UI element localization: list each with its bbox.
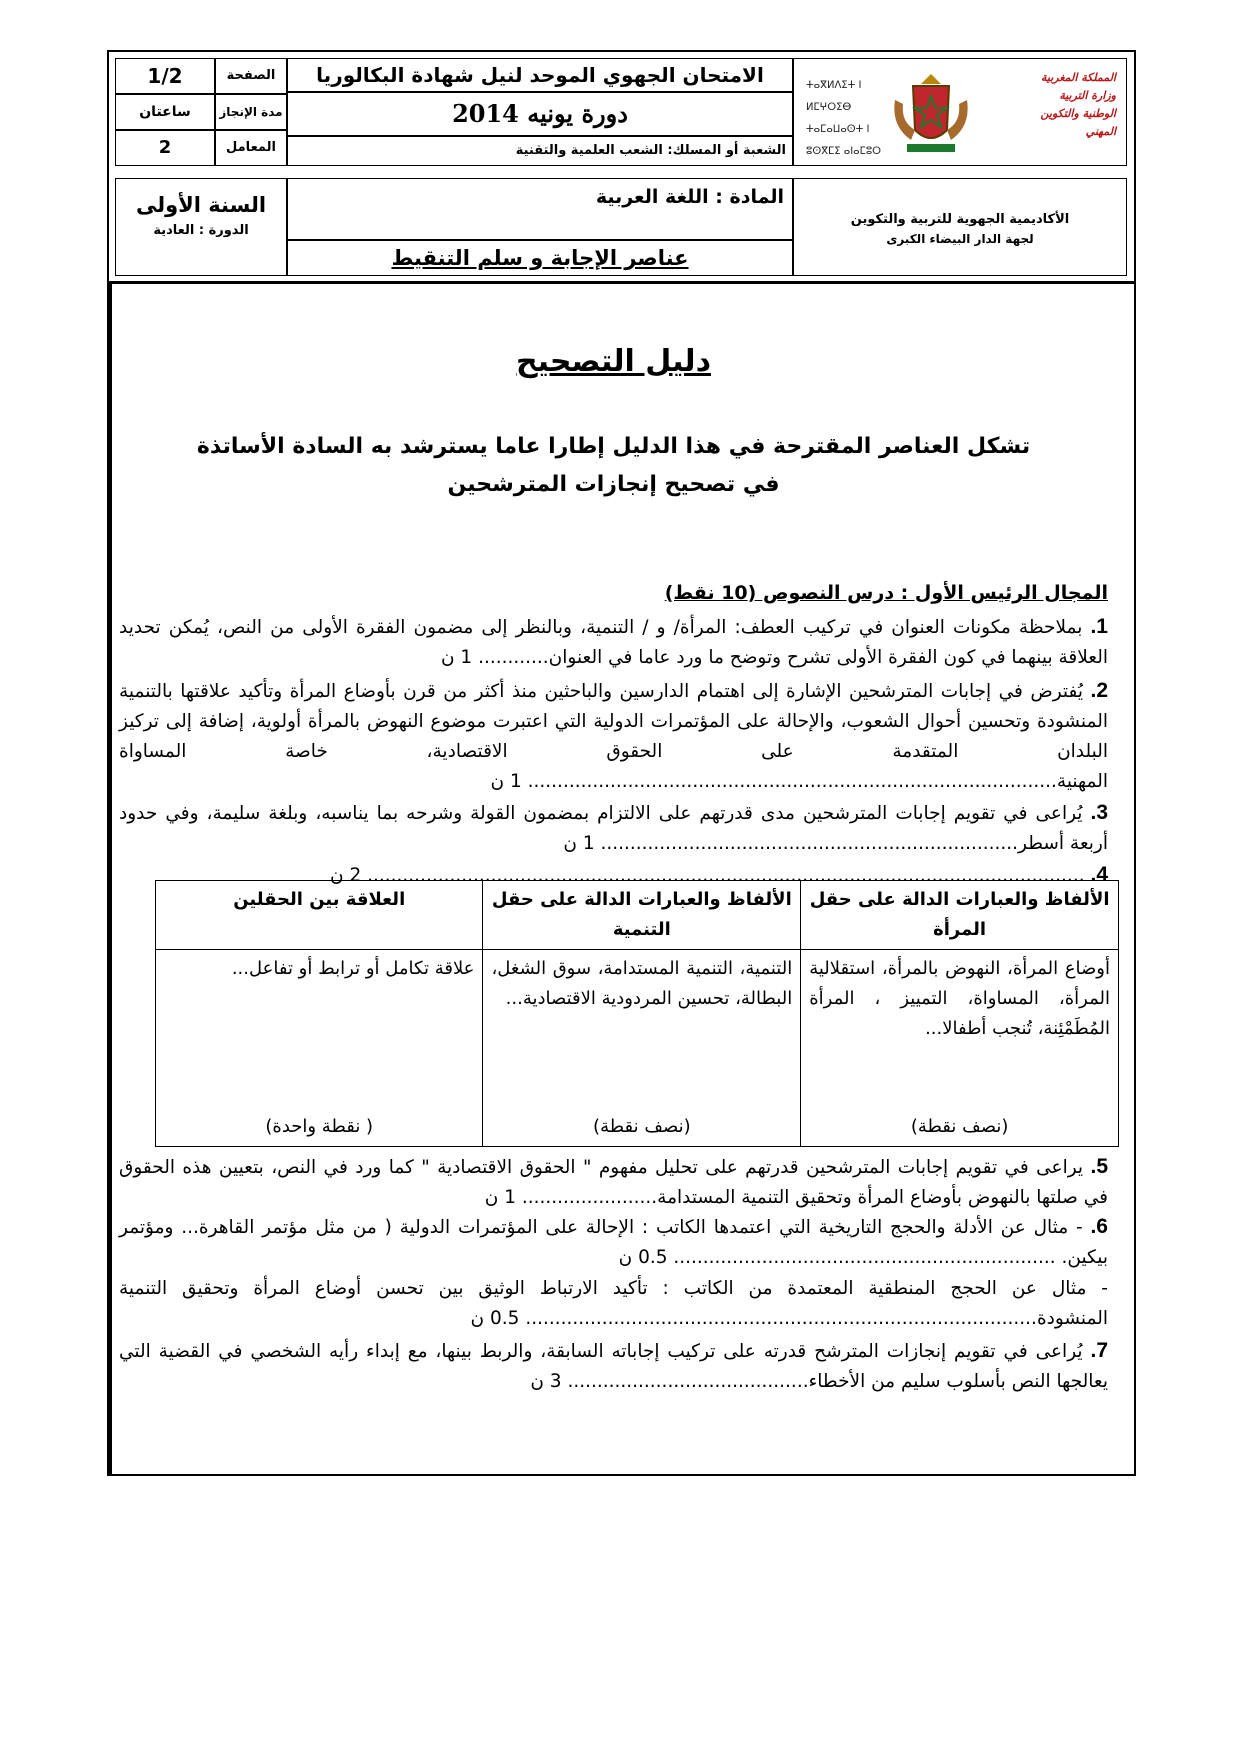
question-number: 7. [1090, 1339, 1108, 1362]
question-score: 1 ن [490, 771, 522, 792]
question-score: 1 ن [563, 833, 595, 854]
question-6b [119, 1274, 1108, 1334]
section-title: المجال الرئيس الأول : درس النصوص (10 نقط) [664, 582, 1108, 604]
fields-table [155, 880, 1119, 1147]
question-score: 1 ن [484, 1187, 516, 1208]
year-label: السنة الأولى [135, 193, 267, 217]
table-header: الألفاظ والعبارات الدالة على حقل التنمية [483, 881, 801, 950]
question-7 [119, 1336, 1108, 1397]
question-text: بملاحظة مكونات العنوان في تركيب العطف: المرأة/ و / التنمية، وبالنظر إلى مضمون الفقرة الأولى من النص، يُمكن تحديد العلاقة بينهما في كون الفقرة الأولى تشرح وتوضح ما ورد عاما في العنوان............ [119, 617, 1108, 668]
question-text: - مثال عن الحجج المنطقية المعتمدة من الكاتب : تأكيد الارتباط الوثيق بين تحسن أوضاع المرأة وتحقيق التنمية المنشودة....................................................................................... [119, 1278, 1108, 1329]
question-5 [119, 1152, 1108, 1213]
session-type: الدورة : العادية [153, 223, 249, 238]
guide-title-wrap [119, 344, 1108, 379]
academy-label: الأكاديمية الجهوية للتربية والتكوين [850, 212, 1070, 227]
table-row [156, 950, 1119, 1107]
table-points: ( نقطة واحدة) [156, 1106, 483, 1147]
question-number: 5. [1090, 1155, 1108, 1178]
year-box [115, 178, 287, 276]
question-score: 0.5 ن [618, 1247, 668, 1268]
academy-box [793, 178, 1127, 276]
table-cell: التنمية، التنمية المستدامة، سوق الشغل، البطالة، تحسين المردودية الاقتصادية... [483, 950, 801, 1107]
page-number: 1/2 [115, 58, 215, 94]
question-score: 3 ن [530, 1371, 562, 1392]
page-label: الصفحة [215, 58, 287, 94]
question-text: يُفترض في إجابات المترشحين الإشارة إلى اهتمام الدارسين والباحثين منذ أكثر من قرن بأوضاع المرأة وتأكيد علاقتها بالتنمية المنشودة وتحسين أحوال الشعوب، والإحالة على المؤتمرات الدولية التي اعتبرت موضوع النهوض بالمرأة أولوية، إضافة إلى تركيز البلدان المتقدمة على الحقوق الاقتصادية، خاصة المساواة المهنية.......................................................................................... [119, 681, 1108, 792]
duration-value: ساعتان [115, 94, 215, 130]
stream-label: الشعبة أو المسلك: الشعب العلمية والتقنية [287, 136, 793, 166]
question-6a [119, 1212, 1108, 1273]
coef-value: 2 [115, 130, 215, 166]
table-cell: أوضاع المرأة، النهوض بالمرأة، استقلالية المرأة، المساواة، التمييز ، المرأة المُطَمْئِنة، تُنجب أطفالا... [801, 950, 1119, 1107]
coef-label: المعامل [215, 130, 287, 166]
question-score: 0.5 ن [470, 1308, 520, 1329]
table-points-row [156, 1106, 1119, 1147]
exam-page [107, 50, 1136, 1476]
table-header: العلاقة بين الحقلين [156, 881, 483, 950]
question-1 [119, 612, 1108, 673]
question-number: 4. [1090, 863, 1108, 886]
session-title: دورة يونيه 2014 [287, 92, 793, 136]
question-text: يُراعى في تقويم إجابات المترشحين مدى قدرتهم على الالتزام بمضمون القولة وشرحه بما يناسبه، وبلغة سليمة، وفي حدود أربعة أسطر....................................................................... [119, 803, 1108, 854]
guide-intro [119, 428, 1108, 504]
question-number: 3. [1090, 801, 1108, 824]
ministry-tifinagh: ⵜⴰⴳⵍⴷⵉⵜ ⵏ ⵍⵎⵖⵔⵉⴱ ⵜⴰⵎⴰⵡⴰⵙⵜ ⵏ ⵓⵙⴳⵎⵉ ⴰⵏⴰⵎⵓⵔ [806, 80, 882, 157]
question-number: 2. [1090, 679, 1108, 702]
table-cell: علاقة تكامل أو ترابط أو تفاعل... [156, 950, 483, 1107]
guide-title: دليل التصحيح [516, 344, 711, 379]
question-number: 1. [1090, 615, 1108, 638]
exam-title: الامتحان الجهوي الموحد لنيل شهادة البكالوريا [287, 58, 793, 92]
intro-line-1: تشكل العناصر المقترحة في هذا الدليل إطارا عاما يسترشد به السادة الأساتذة [196, 434, 1031, 459]
exam-header [109, 52, 1134, 284]
question-text: يراعى في تقويم إجابات المترشحين قدرتهم على تحليل مفهوم " الحقوق الاقتصادية " كما ورد في النص، بتعيين هذه الحقوق في صلتها بالنهوض بأوضاع المرأة وتحقيق التنمية المستدامة....................... [119, 1157, 1108, 1208]
question-text: - مثال عن الأدلة والحجج التاريخية التي اعتمدها الكاتب : الإحالة على المؤتمرات الدولية ( من مثل مؤتمر القاهرة... ومؤتمر بيكين. ................................................................. [119, 1217, 1108, 1268]
subject-label: المادة : اللغة العربية [287, 178, 793, 240]
question-number: 6. [1090, 1215, 1108, 1238]
table-points: (نصف نقطة) [483, 1106, 801, 1147]
duration-label: مدة الإنجاز [215, 94, 287, 130]
question-2 [119, 676, 1108, 797]
table-header-row [156, 881, 1119, 950]
moroccan-emblem-icon [889, 70, 973, 160]
question-score: 1 ن [440, 647, 473, 668]
table-points: (نصف نقطة) [801, 1106, 1119, 1147]
answers-title: عناصر الإجابة و سلم التنقيط [287, 240, 793, 276]
question-3 [119, 798, 1108, 859]
region-label: لجهة الدار البيضاء الكبرى [886, 232, 1034, 246]
ministry-arabic: المملكة المغربية وزارة التربية الوطنية والتكوين المهني [1040, 71, 1116, 138]
table-header: الألفاظ والعبارات الدالة على حقل المرأة [801, 881, 1119, 950]
question-text: .......................................................................................................................... [367, 865, 1085, 886]
intro-line-2: في تصحيح إنجازات المترشحين [447, 472, 780, 497]
question-score: 2 ن [330, 865, 362, 886]
question-text: يُراعى في تقويم إنجازات المترشح قدرته على تركيب إجاباته السابقة، والربط بينها، مع إبداء رأيه الشخصي في القضية التي يعالجها النص بأسلوب سليم من الأخطاء......................................... [119, 1341, 1108, 1392]
